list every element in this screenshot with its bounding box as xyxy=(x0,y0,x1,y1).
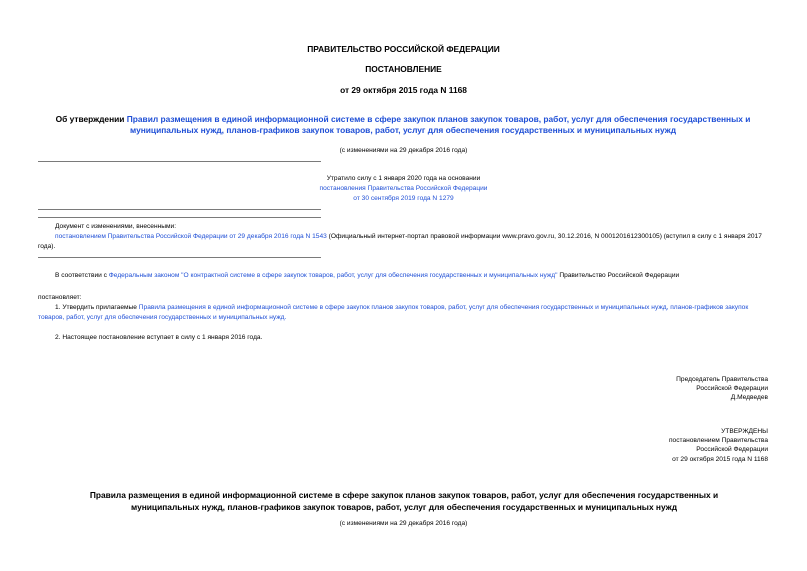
rules-amended-note: (с изменениями на 29 декабря 2016 года) xyxy=(339,520,468,527)
approval-title: УТВЕРЖДЕНЫ xyxy=(721,428,768,435)
divider xyxy=(38,161,321,162)
resolves-text: постановляет: xyxy=(38,294,82,301)
title-prefix: Об утверждении xyxy=(55,114,127,124)
document-date-heading: от 29 октября 2015 года N 1168 xyxy=(340,85,467,95)
amended-note: (с изменениями на 29 декабря 2016 года) xyxy=(339,147,468,154)
document-type-heading: ПОСТАНОВЛЕНИЕ xyxy=(365,64,442,74)
approval-line-country: Российской Федерации xyxy=(696,446,768,454)
rules-title: Правила размещения в единой информационной системе в сфере закупок планов закупок товаров, работ, услуг для обеспечения государственных и муниципальных нужд, планов-графиков закупок товаров, работ, услуг для обеспечения государственных и муниципальных нужд xyxy=(89,490,719,512)
signature-country: Российской Федерации xyxy=(696,385,768,393)
item-1-prefix: 1. Утвердить прилагаемые xyxy=(55,304,139,311)
changes-intro: Документ с изменениями, внесенными: xyxy=(55,223,177,230)
basis-suffix: Правительство Российской Федерации xyxy=(557,272,680,279)
approval-line-decree: постановлением Правительства xyxy=(668,437,768,445)
signature-position: Председатель Правительства xyxy=(676,376,768,383)
government-heading: ПРАВИТЕЛЬСТВО РОССИЙСКОЙ ФЕДЕРАЦИИ xyxy=(307,44,500,54)
item-2-paragraph: 2. Настоящее постановление вступает в силу с 1 января 2016 года. xyxy=(55,334,263,341)
approved-rules-link[interactable]: Правила размещения в единой информационной системе в сфере закупок планов закупок товаров, работ, услуг для обеспечения государственных и муниципальных нужд, планов-графиков закупок товаров, работ, услуг для обеспечения государственных и муниципальных нужд. xyxy=(38,304,749,321)
changes-details: (Официальный интернет-портал правовой информации www.pravo.gov.ru, 30.12.2016, N 0001201612300105) (вступил в силу с 1 января 2017 года). xyxy=(38,233,762,250)
divider xyxy=(38,217,321,218)
approval-stamp xyxy=(669,427,768,464)
divider xyxy=(38,257,321,258)
changes-paragraph xyxy=(38,232,769,251)
basis-prefix: В соответствии с xyxy=(55,272,109,279)
item-1-paragraph xyxy=(38,303,769,322)
basis-paragraph xyxy=(55,271,769,281)
void-decree-link[interactable]: постановления Правительства Российской Федерации xyxy=(319,185,488,192)
void-notice-line: Утратило силу с 1 января 2020 года на основании xyxy=(326,175,481,182)
signature-block xyxy=(676,375,768,403)
approval-line-date: от 29 октября 2015 года N 1168 xyxy=(672,455,768,463)
signature-name: Д.Медведев xyxy=(730,394,768,402)
amending-decree-link[interactable]: постановлением Правительства Российской Федерации от 29 декабря 2016 года N 1543 xyxy=(55,233,327,240)
federal-law-link[interactable]: Федеральным законом "О контрактной системе в сфере закупок товаров, работ, услуг для обеспечения государственных и муниципальных нужд" xyxy=(108,272,558,279)
divider xyxy=(38,209,321,210)
document-title xyxy=(34,114,772,136)
title-rules-link[interactable]: Правил размещения в единой информационной системе в сфере закупок планов закупок товаров, работ, услуг для обеспечения государственных и муниципальных нужд, планов-графиков закупок товаров, работ, услуг для обеспечения государственных и муниципальных нужд xyxy=(126,114,751,135)
void-decree-date-link[interactable]: от 30 сентября 2019 года N 1279 xyxy=(353,195,454,202)
